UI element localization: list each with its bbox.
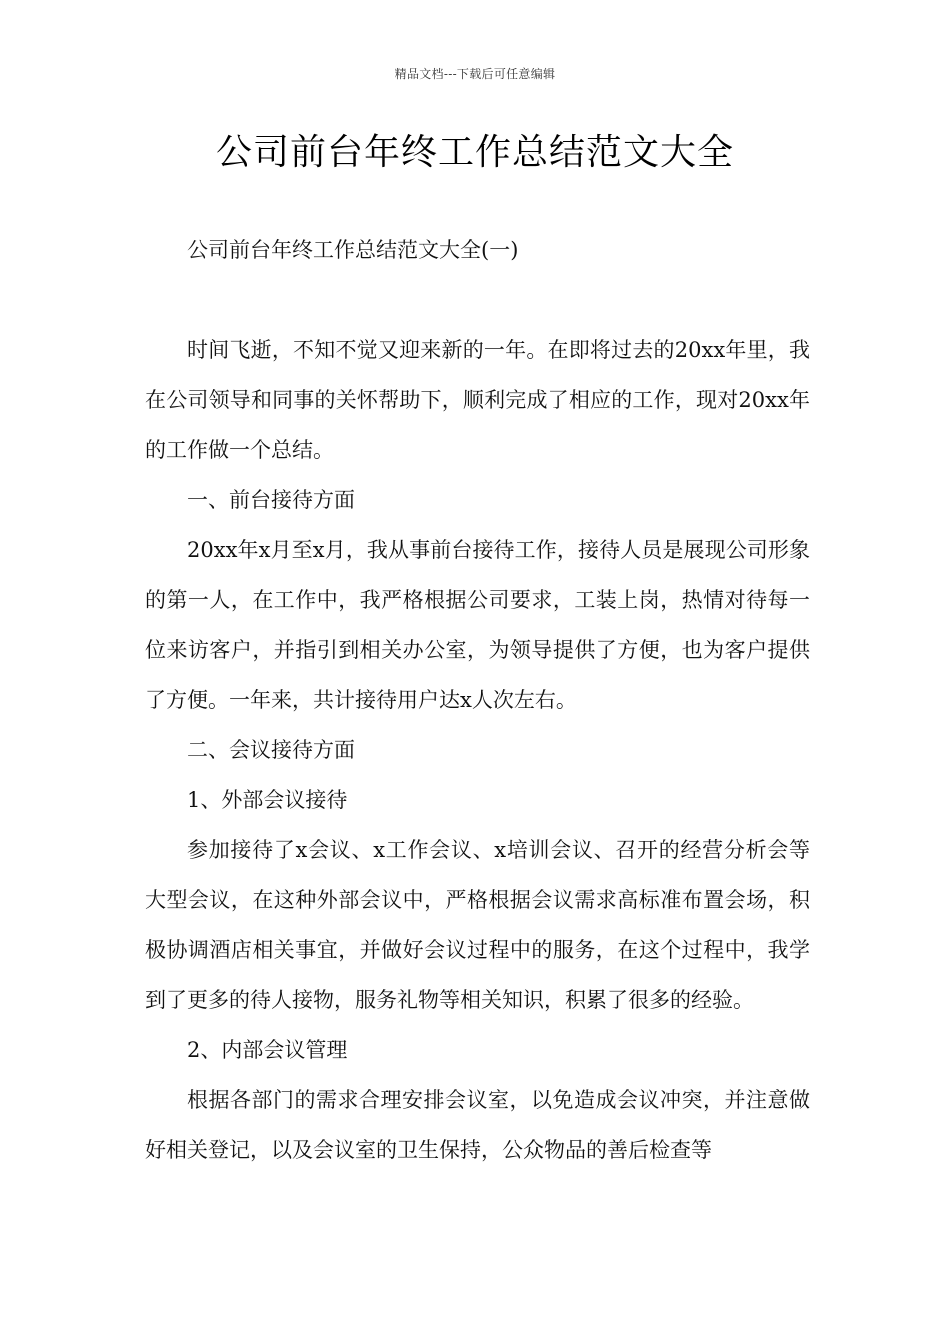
document-body <box>145 325 810 1175</box>
section-subtitle: 公司前台年终工作总结范文大全(一) <box>187 238 519 262</box>
document-title: 公司前台年终工作总结范文大全 <box>215 132 734 173</box>
header-note: 精品文档---下载后可任意编辑 <box>394 67 556 81</box>
subtitle-block <box>145 225 810 275</box>
heading-meetings: 二、会议接待方面 <box>187 738 355 762</box>
paragraph-intro: 时间飞逝，不知不觉又迎来新的一年。在即将过去的20xx年里，我在公司领导和同事的关怀帮助下，顺利完成了相应的工作，现对20xx年的工作做一个总结。 <box>145 338 810 462</box>
paragraph-external-meetings: 参加接待了x会议、x工作会议、x培训会议、召开的经营分析会等大型会议，在这种外部会议中，严格根据会议需求高标准布置会场，积极协调酒店相关事宜，并做好会议过程中的服务，在这个过程中，我学到了更多的待人接物，服务礼物等相关知识，积累了很多的经验。 <box>145 838 810 1012</box>
paragraph-internal-meetings: 根据各部门的需求合理安排会议室，以免造成会议冲突，并注意做好相关登记，以及会议室的卫生保持，公众物品的善后检查等 <box>145 1088 810 1162</box>
heading-reception: 一、前台接待方面 <box>187 488 355 512</box>
subheading-external-meetings: 1、外部会议接待 <box>187 788 348 812</box>
paragraph-reception: 20xx年x月至x月，我从事前台接待工作，接待人员是展现公司形象的第一人，在工作中，我严格根据公司要求，工装上岗，热情对待每一位来访客户，并指引到相关办公室，为领导提供了方便，也为客户提供了方便。一年来，共计接待用户达x人次左右。 <box>145 538 810 712</box>
subheading-internal-meetings: 2、内部会议管理 <box>187 1038 348 1062</box>
